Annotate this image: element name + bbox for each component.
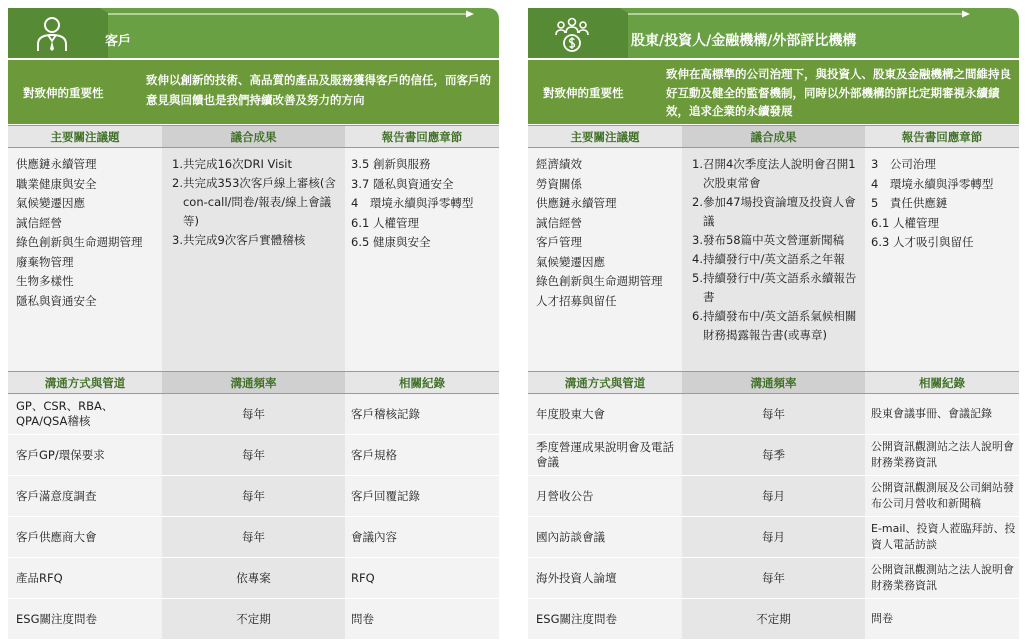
col-header-frequency: 溝通頻率: [682, 372, 865, 394]
list-item: 職業健康與安全: [16, 176, 97, 191]
list-item: 4 環境永續與淨零轉型: [351, 196, 474, 210]
list-item: 2. 參加47場投資論壇及投資人會議: [692, 195, 856, 228]
results-list: [682, 148, 865, 372]
engagement-content: [528, 148, 1019, 372]
table-row: ESG關注度問卷 不定期 問卷: [8, 598, 499, 639]
issues-column-header: [528, 126, 1019, 148]
col-header-frequency: 溝通頻率: [162, 372, 345, 394]
importance-text: 致伸在高標準的公司治理下，與投資人、股東及金融機構之間維持良好互動及健全的監督機制，同時以外部機構的評比定期審視永續績效，追求企業的永續發展: [666, 67, 1011, 118]
importance-label: 對致伸的重要性: [543, 86, 624, 100]
list-item: 1. 共完成16次DRI Visit: [172, 157, 293, 171]
list-item: 隱私與資通安全: [16, 293, 97, 308]
col-header-chapters: 報告書回應章節: [345, 126, 499, 148]
chapters-list: [345, 148, 499, 372]
list-item: 3.5 創新與服務: [351, 157, 431, 171]
list-item: 6.1 人權管理: [351, 215, 419, 230]
col-header-chapters: 報告書回應章節: [865, 126, 1019, 148]
panel-title: 股東/投資人/金融機構/外部評比機構: [631, 33, 857, 49]
table-row: 年度股東大會 每年 股東會議事冊、會議記錄: [528, 394, 1019, 434]
col-header-records: 相關紀錄: [345, 372, 499, 394]
table-row: 客戶供應商大會 每年 會議內容: [8, 516, 499, 557]
panel-title: 客戶: [105, 34, 132, 49]
customer-panel: [8, 8, 499, 636]
list-item: 3 公司治理: [871, 157, 936, 171]
importance-bar: [8, 60, 499, 124]
list-item: 生物多樣性: [16, 274, 74, 288]
results-list: [162, 148, 345, 372]
list-item: 1. 召開4次季度法人說明會召開1次股東常會: [692, 157, 856, 190]
col-header-results: 議合成果: [162, 126, 345, 148]
table-row: 國內訪談會議 每月 E-mail、投資人蒞臨拜訪、投資人電話訪談: [528, 516, 1019, 557]
list-item: 供應鏈永續管理: [16, 157, 97, 171]
panel-header: [8, 8, 499, 58]
table-row: 客戶滿意度調查 每年 客戶回覆記錄: [8, 475, 499, 516]
list-item: 誠信經營: [536, 215, 582, 230]
panel-header: [528, 8, 1019, 58]
engagement-content: [8, 148, 499, 372]
table-row: 季度營運成果說明會及電話會議 每季 公開資訊觀測站之法人說明會財務業務資訊: [528, 434, 1019, 475]
list-item: 客戶管理: [536, 235, 582, 249]
issues-column-header: [8, 126, 499, 148]
list-item: 6.5 健康與安全: [351, 235, 431, 249]
col-header-channel: 溝通方式與管道: [528, 372, 682, 394]
list-item: 誠信經營: [16, 215, 62, 230]
list-item: 4 環境永續與淨零轉型: [871, 176, 994, 191]
table-row: GP、CSR、RBA、QPA/QSA稽核 每年 客戶稽核記錄: [8, 394, 499, 434]
col-header-records: 相關紀錄: [865, 372, 1019, 394]
communication-table: [8, 394, 499, 639]
importance-label: 對致伸的重要性: [23, 86, 104, 100]
issues-list: [528, 148, 682, 372]
investor-panel: [528, 8, 1019, 636]
list-item: 供應鏈永續管理: [536, 196, 617, 210]
list-item: 廢棄物管理: [16, 254, 74, 269]
issues-list: [8, 148, 162, 372]
col-header-issues: 主要關注議題: [528, 126, 682, 148]
list-item: 6.3 人才吸引與留任: [871, 235, 974, 249]
list-item: 綠色創新與生命週期管理: [16, 235, 143, 249]
list-item: 5. 持續發行中/英文語系永續報告書: [692, 271, 857, 304]
table-row: 月營收公告 每月 公開資訊觀測展及公司網站發布公司月營收和新聞稿: [528, 475, 1019, 516]
importance-bar: [528, 60, 1019, 124]
list-item: 2. 共完成353次客戶線上審核(含con-call/問卷/報表/線上會議等): [172, 176, 336, 228]
table-row: ESG關注度問卷 不定期 問卷: [528, 598, 1019, 639]
investors-icon: [552, 14, 592, 54]
importance-text: 致伸以創新的技術、高品質的產品及服務獲得客戶的信任，而客戶的意見與回饋也是我們持續改善及努力的方向: [146, 73, 491, 107]
list-item: 氣候變遷因應: [16, 196, 85, 210]
list-item: 3.7 隱私與資通安全: [351, 176, 454, 191]
communication-column-header: [8, 372, 499, 394]
table-row: 海外投資人論壇 每年 公開資訊觀測站之法人說明會財務業務資訊: [528, 557, 1019, 598]
col-header-results: 議合成果: [682, 126, 865, 148]
list-item: 人才招募與留任: [536, 293, 617, 308]
list-item: 3. 共完成9次客戶實體稽核: [172, 233, 306, 247]
chapters-list: [865, 148, 1019, 372]
list-item: 經濟績效: [536, 157, 582, 171]
col-header-issues: 主要關注議題: [8, 126, 162, 148]
list-item: 3. 發布58篇中英文營運新聞稿: [692, 233, 845, 247]
table-row: 客戶GP/環保要求 每年 客戶規格: [8, 434, 499, 475]
list-item: 6. 持續發布中/英文語系氣候相關財務揭露報告書(或專章): [692, 309, 857, 342]
list-item: 勞資關係: [536, 176, 582, 191]
list-item: 氣候變遷因應: [536, 254, 605, 269]
list-item: 5 責任供應鏈: [871, 196, 948, 210]
list-item: 綠色創新與生命週期管理: [536, 274, 663, 288]
list-item: 4. 持續發行中/英文語系之年報: [692, 252, 845, 266]
communication-column-header: [528, 372, 1019, 394]
col-header-channel: 溝通方式與管道: [8, 372, 162, 394]
communication-table: [528, 394, 1019, 639]
user-icon: [32, 14, 72, 54]
list-item: 6.1 人權管理: [871, 215, 939, 230]
table-row: 產品RFQ 依專案 RFQ: [8, 557, 499, 598]
